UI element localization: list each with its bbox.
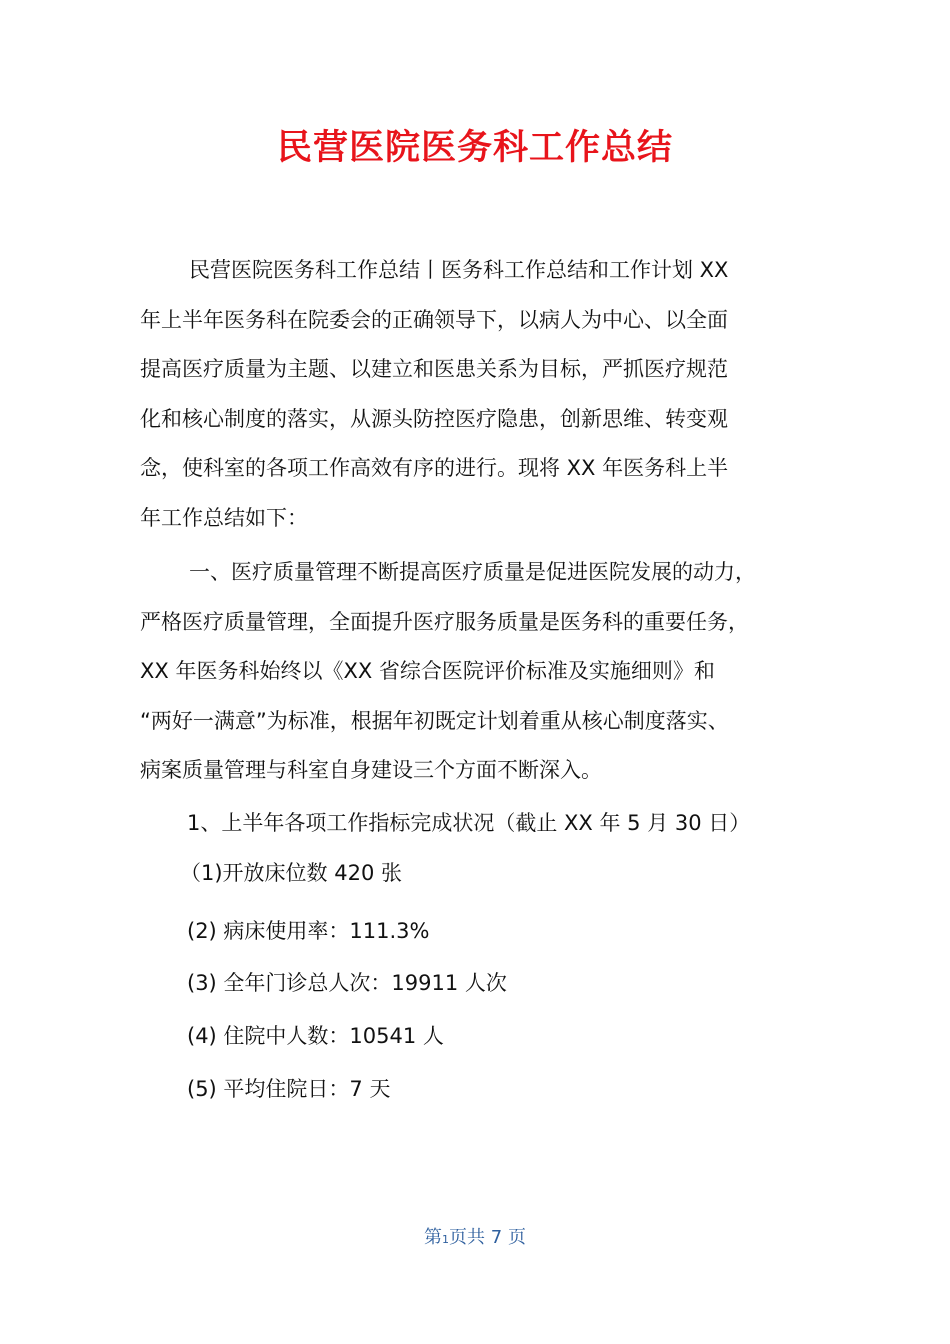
document-title: 民营医院医务科工作总结	[276, 128, 673, 168]
paragraph-line: XX 年医务科始终以《XX 省综合医院评价标准及实施细则》和	[140, 659, 715, 683]
paragraph-line: “两好一满意”为标准，根据年初既定计划着重从核心制度落实、	[140, 708, 729, 733]
list-item: (3) 全年门诊总人次：19911 人次	[187, 971, 507, 995]
footer-page-number: 1	[442, 1233, 450, 1246]
paragraph-line: 念，使科室的各项工作高效有序的进行。现将 XX 年医务科上半	[140, 456, 729, 480]
footer-suffix: 页共 7 页	[449, 1227, 526, 1248]
paragraph-line: 年工作总结如下：	[140, 505, 308, 530]
list-item: (2) 病床使用率：111.3%	[187, 919, 430, 943]
paragraph-line: 一、医疗质量管理不断提高医疗质量是促进医院发展的动力，	[189, 560, 756, 584]
subheading: 1、上半年各项工作指标完成状况（截止 XX 年 5 月 30 日）	[187, 811, 751, 835]
list-item: (5) 平均住院日：7 天	[187, 1077, 391, 1101]
list-item: （1)开放床位数 420 张	[180, 861, 402, 885]
page-footer	[0, 1226, 950, 1252]
paragraph-line: 民营医院医务科工作总结丨医务科工作总结和工作计划 XX	[189, 258, 729, 282]
intro-paragraph	[140, 246, 820, 543]
paragraph-line: 病案质量管理与科室自身建设三个方面不断深入。	[140, 758, 602, 782]
paragraph-line: 化和核心制度的落实，从源头防控医疗隐患，创新思维、转变观	[140, 406, 728, 431]
paragraph-line: 年上半年医务科在院委会的正确领导下，以病人为中心、以全面	[140, 307, 728, 332]
paragraph-line: 提高医疗质量为主题、以建立和医患关系为目标，严抓医疗规范	[140, 357, 728, 381]
footer-prefix: 第	[424, 1227, 443, 1248]
section-1-paragraph	[140, 548, 820, 796]
list-item: (4) 住院中人数：10541 人	[187, 1024, 444, 1048]
paragraph-line: 严格医疗质量管理，全面提升医疗服务质量是医务科的重要任务，	[140, 609, 749, 634]
